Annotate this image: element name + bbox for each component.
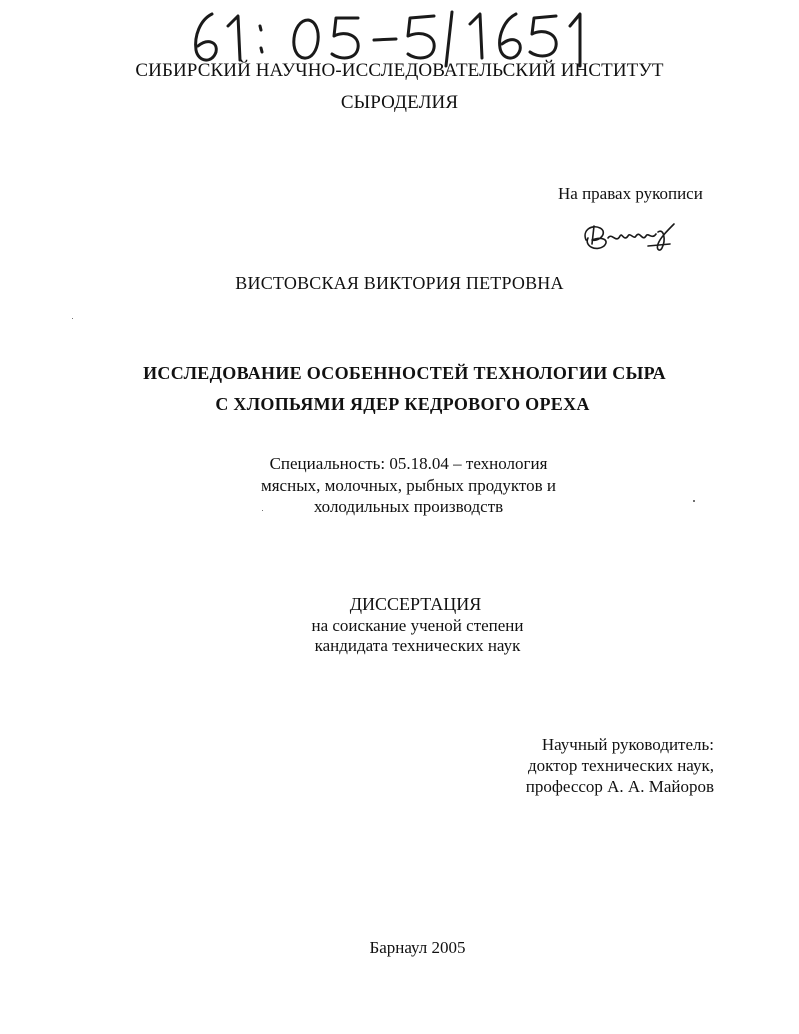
supervisor-label: Научный руководитель: (541, 735, 714, 754)
archive-code-handwritten (182, 6, 592, 68)
scan-speck (262, 510, 263, 511)
supervisor-degree: доктор технических наук, (527, 756, 714, 775)
degree-line1: на соискание ученой степени (311, 616, 524, 635)
scan-speck (693, 500, 695, 502)
supervisor-name: профессор А. А. Майоров (525, 777, 714, 796)
document-type-heading: ДИССЕРТАЦИЯ (349, 594, 482, 614)
rights-note: На правах рукописи (558, 184, 703, 203)
specialty-line3: холодильных производств (313, 497, 504, 516)
institute-name-line1: СИБИРСКИЙ НАУЧНО-ИССЛЕДОВАТЕЛЬСКИЙ ИНСТИТУТ (135, 60, 664, 81)
author-name: ВИСТОВСКАЯ ВИКТОРИЯ ПЕТРОВНА (235, 273, 564, 293)
specialty-line1: Специальность: 05.18.04 – технология (269, 454, 548, 473)
institute-name-line2: СЫРОДЕЛИЯ (340, 92, 459, 113)
dissertation-title-line2: С ХЛОПЬЯМИ ЯДЕР КЕДРОВОГО ОРЕХА (215, 394, 590, 414)
degree-line2: кандидата технических наук (314, 636, 521, 655)
signature (578, 218, 683, 254)
city-year: Барнаул 2005 (369, 938, 466, 957)
dissertation-title-line1: ИССЛЕДОВАНИЕ ОСОБЕННОСТЕЙ ТЕХНОЛОГИИ СЫРА (143, 363, 666, 383)
scan-speck (72, 318, 73, 319)
specialty-line2: мясных, молочных, рыбных продуктов и (260, 476, 556, 495)
